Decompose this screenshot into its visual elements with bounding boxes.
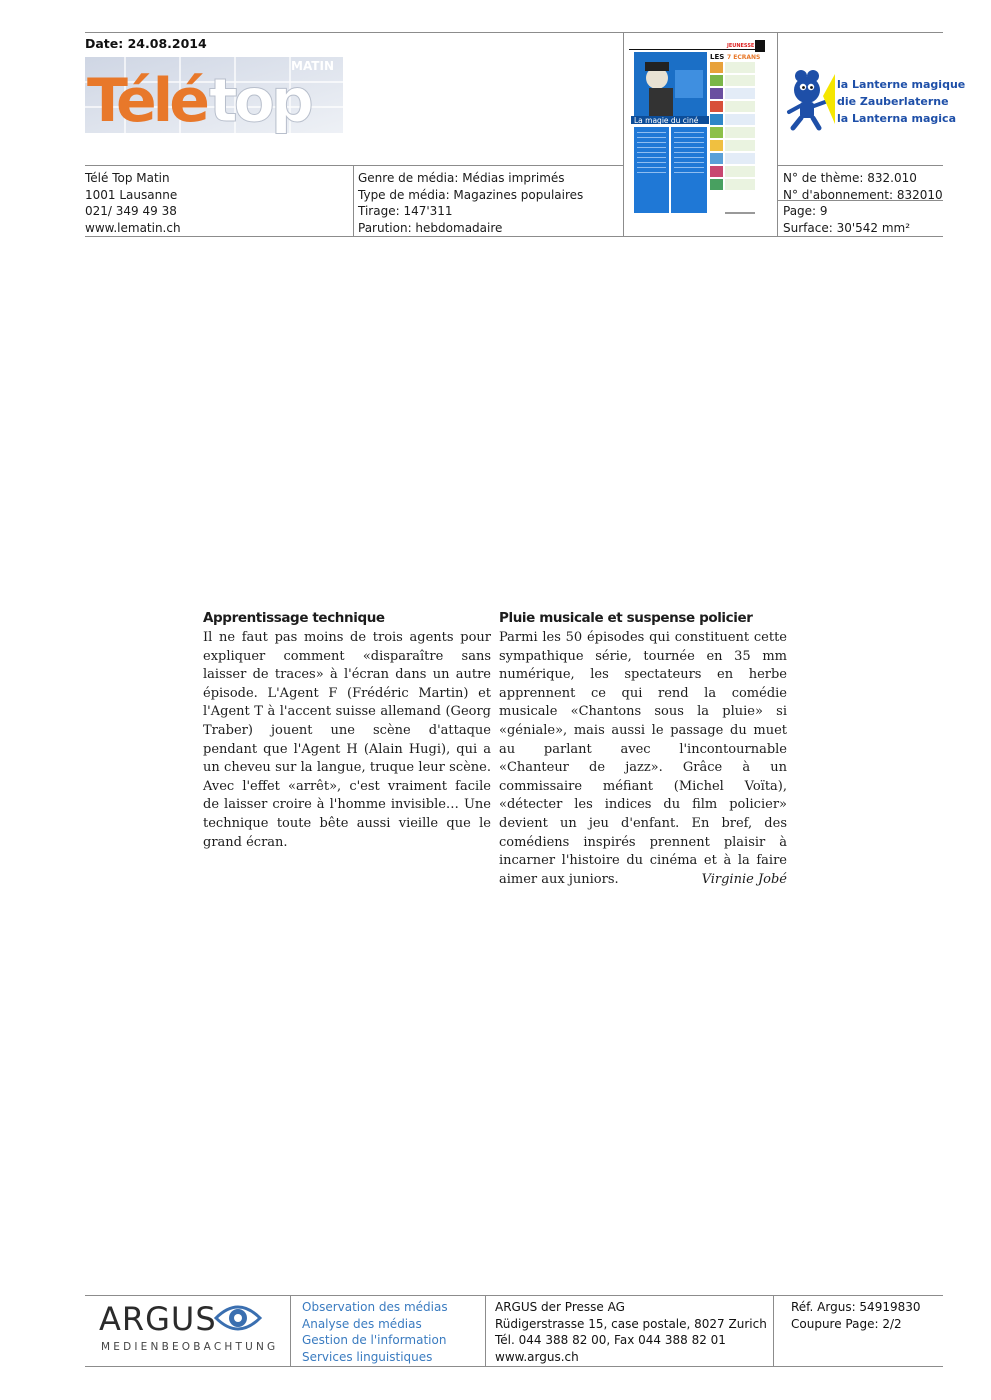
publisher-name: Télé Top Matin [85, 171, 170, 185]
author-signature: Virginie Jobé [701, 871, 787, 887]
footer-divider-3 [773, 1295, 774, 1366]
page-thumbnail [629, 40, 765, 218]
info-rule-top-left [85, 165, 623, 166]
service-linguistiques: Services linguistiques [302, 1349, 433, 1364]
service-gestion: Gestion de l'information [302, 1333, 447, 1348]
service-analyse: Analyse des médias [302, 1316, 422, 1331]
media-type: Type de média: Magazines populaires [358, 187, 584, 202]
meta-theme: N° de thème: 832.010 [783, 171, 917, 185]
publisher-phone: 021/ 349 49 38 [85, 204, 177, 219]
reference-block [791, 1299, 921, 1332]
section-body-pluie: Parmi les 50 épisodes qui constituent cette sympathique série, tournée en 35 mm numérique, les spectateurs en herbe apprennent ce qui rend la comédie musicale «Chantons sous la pluie» si «géniale», mais aussi le passage du muet au parlant avec l'incontournable «Chanteur de jazz». Grâce à un commissaire méfiant (Michel Voïta), «détecter les indices du film policier» devient un jeu d'enfant. En bref, des comédiens inspirés prennent plaisir à incarner l'histoire du cinéma et à la faire aimer aux juniors. [499, 630, 787, 887]
coupure-page: Coupure Page: 2/2 [791, 1316, 902, 1331]
media-tirage: Tirage: 147'311 [358, 204, 453, 219]
company-street: Rüdigerstrasse 15, case postale, 8027 Zurich [495, 1316, 767, 1331]
info-rule-top-right [777, 165, 943, 166]
header-divider-1 [623, 32, 624, 236]
svg-text:top: top [209, 66, 310, 136]
publisher-web[interactable]: www.lematin.ch [85, 220, 181, 235]
info-divider [353, 165, 354, 236]
clipping-date: Date: 24.08.2014 [85, 36, 207, 51]
meta-page: Page: 9 [783, 204, 828, 219]
argus-eye-icon [214, 1300, 262, 1336]
meta-block [783, 170, 943, 236]
company-web[interactable]: www.argus.ch [495, 1349, 579, 1364]
section-body-technique: Il ne faut pas moins de trois agents pour expliquer comment «disparaître sans laisser de traces» à l'écran dans un autre épisode. L'Agent F (Frédéric Martin) et l'Agent T à l'accent suisse allemand (Georg Traber) jouent une scène d'attaque pendant que l'Agent H (Alain Hugi), qui a un cheveu sur la langue, truque leur scène. Avec l'effet «arrêt», c'est vraiment facile de laisser croire à l'homme invisible… Une technique toute bête aussi vieille que le grand écran. [203, 630, 491, 850]
company-address [495, 1299, 767, 1365]
svg-text:JEUNESSE: JEUNESSE [727, 43, 755, 49]
argus-ref: Réf. Argus: 54919830 [791, 1300, 921, 1314]
svg-text:MATIN: MATIN [291, 59, 334, 73]
company-phone: Tél. 044 388 82 00, Fax 044 388 82 01 [495, 1333, 726, 1348]
footer-rule-top [85, 1295, 943, 1296]
section-title-technique: Apprentissage technique [203, 610, 385, 626]
footer-divider-2 [485, 1295, 486, 1366]
header-divider-2 [777, 32, 778, 236]
media-parution: Parution: hebdomadaire [358, 220, 503, 235]
svg-text:la Lanterne magique: la Lanterne magique [837, 78, 966, 91]
media-genre: Genre de média: Médias imprimés [358, 171, 565, 185]
media-block [358, 170, 583, 236]
svg-text:die Zauberlaterne: die Zauberlaterne [837, 95, 949, 108]
meta-surface: Surface: 30'542 mm² [783, 220, 911, 235]
svg-text:Télé: Télé [87, 66, 206, 136]
publisher-block [85, 170, 181, 236]
lanterne-magique-logo [783, 66, 966, 136]
services-list [302, 1299, 448, 1365]
section-title-pluie: Pluie musicale et suspense policier [499, 610, 753, 626]
top-rule [85, 32, 943, 33]
teletop-matin-logo [85, 57, 343, 136]
argus-logo-text: ARGUS [99, 1300, 217, 1338]
argus-logo-subtitle: MEDIENBEOBACHTUNG [101, 1341, 279, 1353]
svg-text:LES: LES [710, 53, 725, 61]
footer-divider-1 [290, 1295, 291, 1366]
svg-text:7 ECRANS: 7 ECRANS [727, 54, 761, 61]
company-name: ARGUS der Presse AG [495, 1300, 625, 1314]
svg-text:La magie du ciné: La magie du ciné [634, 116, 699, 125]
svg-text:la Lanterna magica: la Lanterna magica [837, 112, 956, 125]
article-column-1 [203, 610, 491, 852]
meta-abonnement: N° d'abonnement: 832010 [783, 187, 943, 202]
article-column-2 [499, 610, 787, 889]
publisher-city: 1001 Lausanne [85, 187, 178, 202]
service-observation: Observation des médias [302, 1300, 448, 1314]
footer-rule-bottom [85, 1366, 943, 1367]
